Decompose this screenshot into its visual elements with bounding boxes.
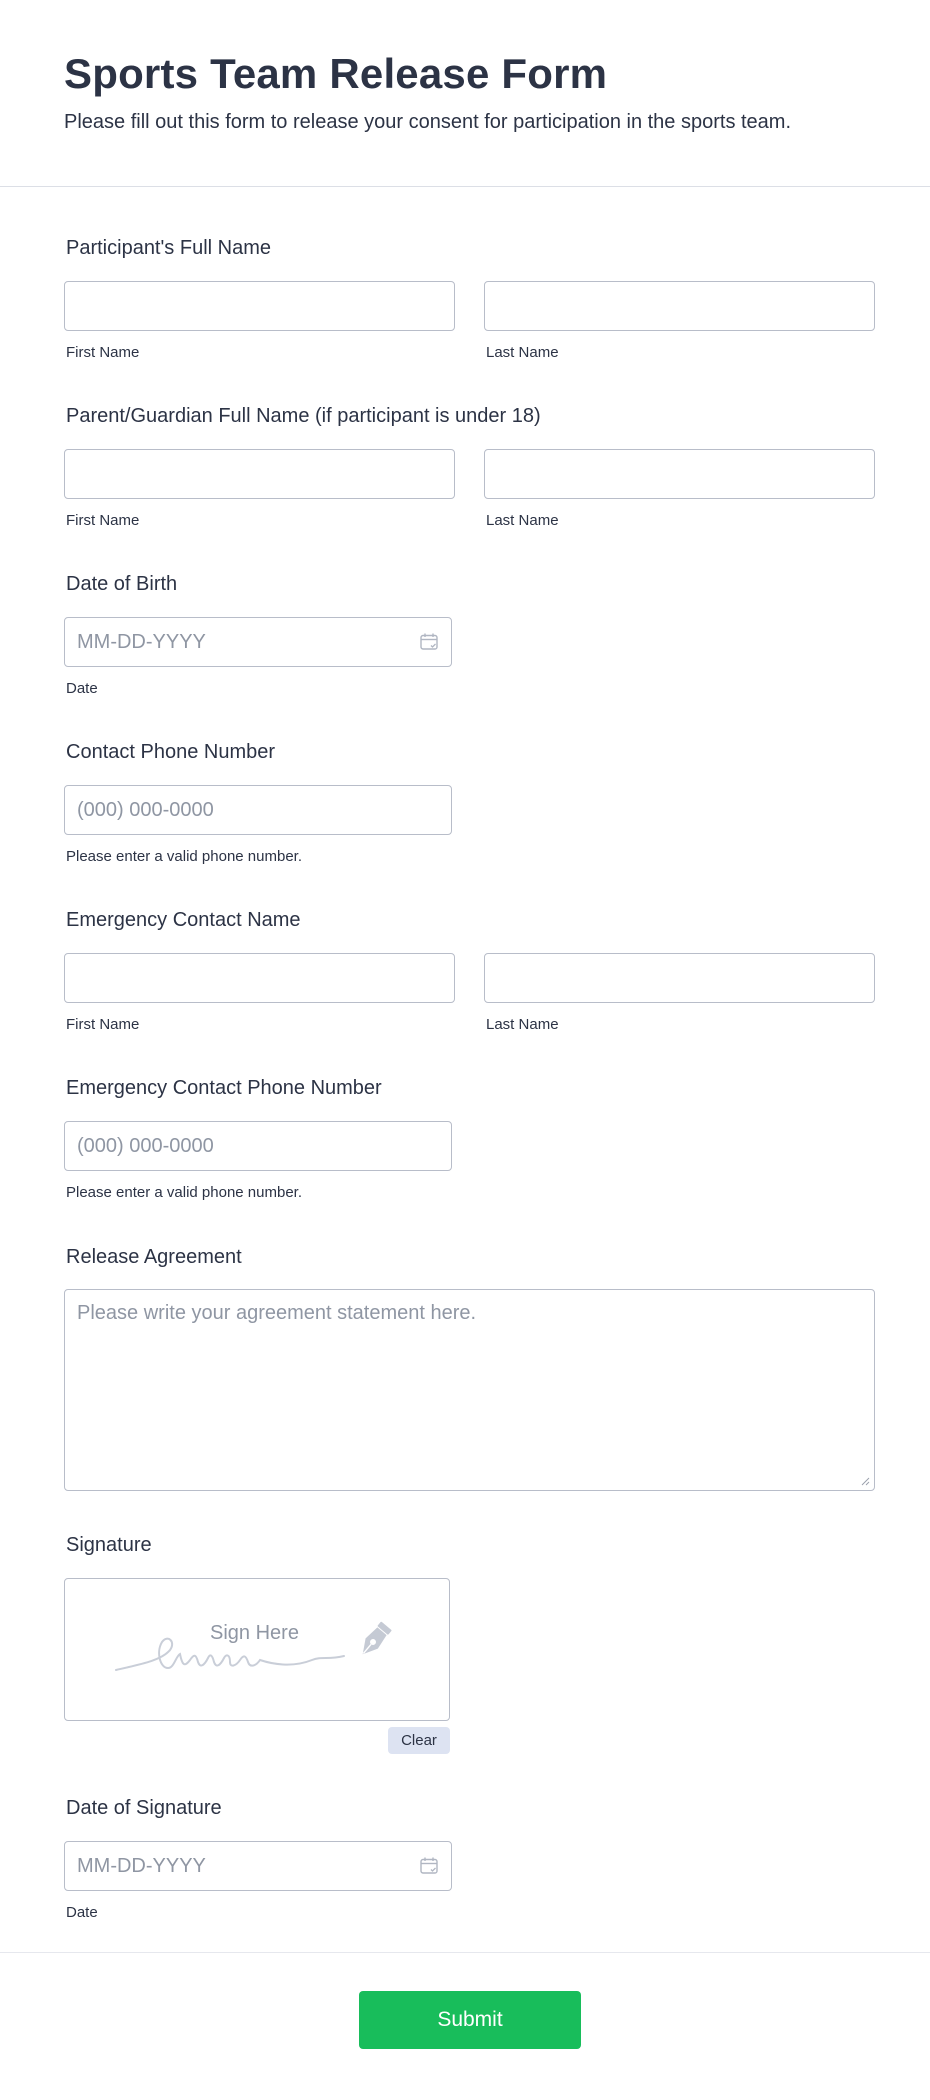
- signature-placeholder-text: Sign Here: [210, 1622, 299, 1644]
- emergency-name-label: Emergency Contact Name: [66, 909, 301, 931]
- signature-label: Signature: [66, 1534, 152, 1556]
- guardian-name-label: Parent/Guardian Full Name (if participant is under 18): [66, 405, 541, 427]
- guardian-first-name-input[interactable]: [64, 449, 455, 499]
- contact-phone-label: Contact Phone Number: [66, 741, 276, 763]
- contact-phone-input[interactable]: [64, 785, 452, 835]
- emergency-phone-input[interactable]: [64, 1121, 452, 1171]
- footer-divider: [0, 1952, 930, 1953]
- calendar-icon[interactable]: [420, 1857, 438, 1874]
- pen-nib-icon: [350, 1620, 396, 1664]
- date-of-birth-label: Date of Birth: [66, 573, 178, 595]
- release-agreement-textarea[interactable]: [64, 1289, 875, 1491]
- participant-last-name-input[interactable]: [484, 281, 875, 331]
- participant-first-name-sublabel: First Name: [66, 344, 140, 361]
- release-agreement-label: Release Agreement: [66, 1246, 242, 1268]
- clear-signature-button[interactable]: Clear: [388, 1727, 450, 1754]
- contact-phone-sublabel: Please enter a valid phone number.: [66, 848, 302, 865]
- form-title: Sports Team Release Form: [64, 50, 608, 97]
- emergency-last-name-input[interactable]: [484, 953, 875, 1003]
- emergency-phone-sublabel: Please enter a valid phone number.: [66, 1184, 302, 1201]
- calendar-icon[interactable]: [420, 633, 438, 650]
- emergency-last-name-sublabel: Last Name: [486, 1016, 559, 1033]
- date-of-birth-input[interactable]: [64, 617, 452, 667]
- guardian-first-name-sublabel: First Name: [66, 512, 140, 529]
- guardian-last-name-input[interactable]: [484, 449, 875, 499]
- date-of-signature-label: Date of Signature: [66, 1797, 222, 1819]
- resize-grip-icon[interactable]: [860, 1476, 870, 1486]
- participant-name-label: Participant's Full Name: [66, 237, 271, 259]
- date-of-signature-input[interactable]: [64, 1841, 452, 1891]
- date-of-birth-sublabel: Date: [66, 680, 98, 697]
- participant-first-name-input[interactable]: [64, 281, 455, 331]
- guardian-last-name-sublabel: Last Name: [486, 512, 559, 529]
- participant-last-name-sublabel: Last Name: [486, 344, 559, 361]
- emergency-first-name-sublabel: First Name: [66, 1016, 140, 1033]
- emergency-first-name-input[interactable]: [64, 953, 455, 1003]
- emergency-phone-label: Emergency Contact Phone Number: [66, 1077, 382, 1099]
- form-header: [0, 0, 930, 187]
- date-of-signature-sublabel: Date: [66, 1904, 98, 1921]
- form-subtitle: Please fill out this form to release your consent for participation in the sports team.: [64, 111, 792, 133]
- submit-button[interactable]: Submit: [359, 1991, 581, 2049]
